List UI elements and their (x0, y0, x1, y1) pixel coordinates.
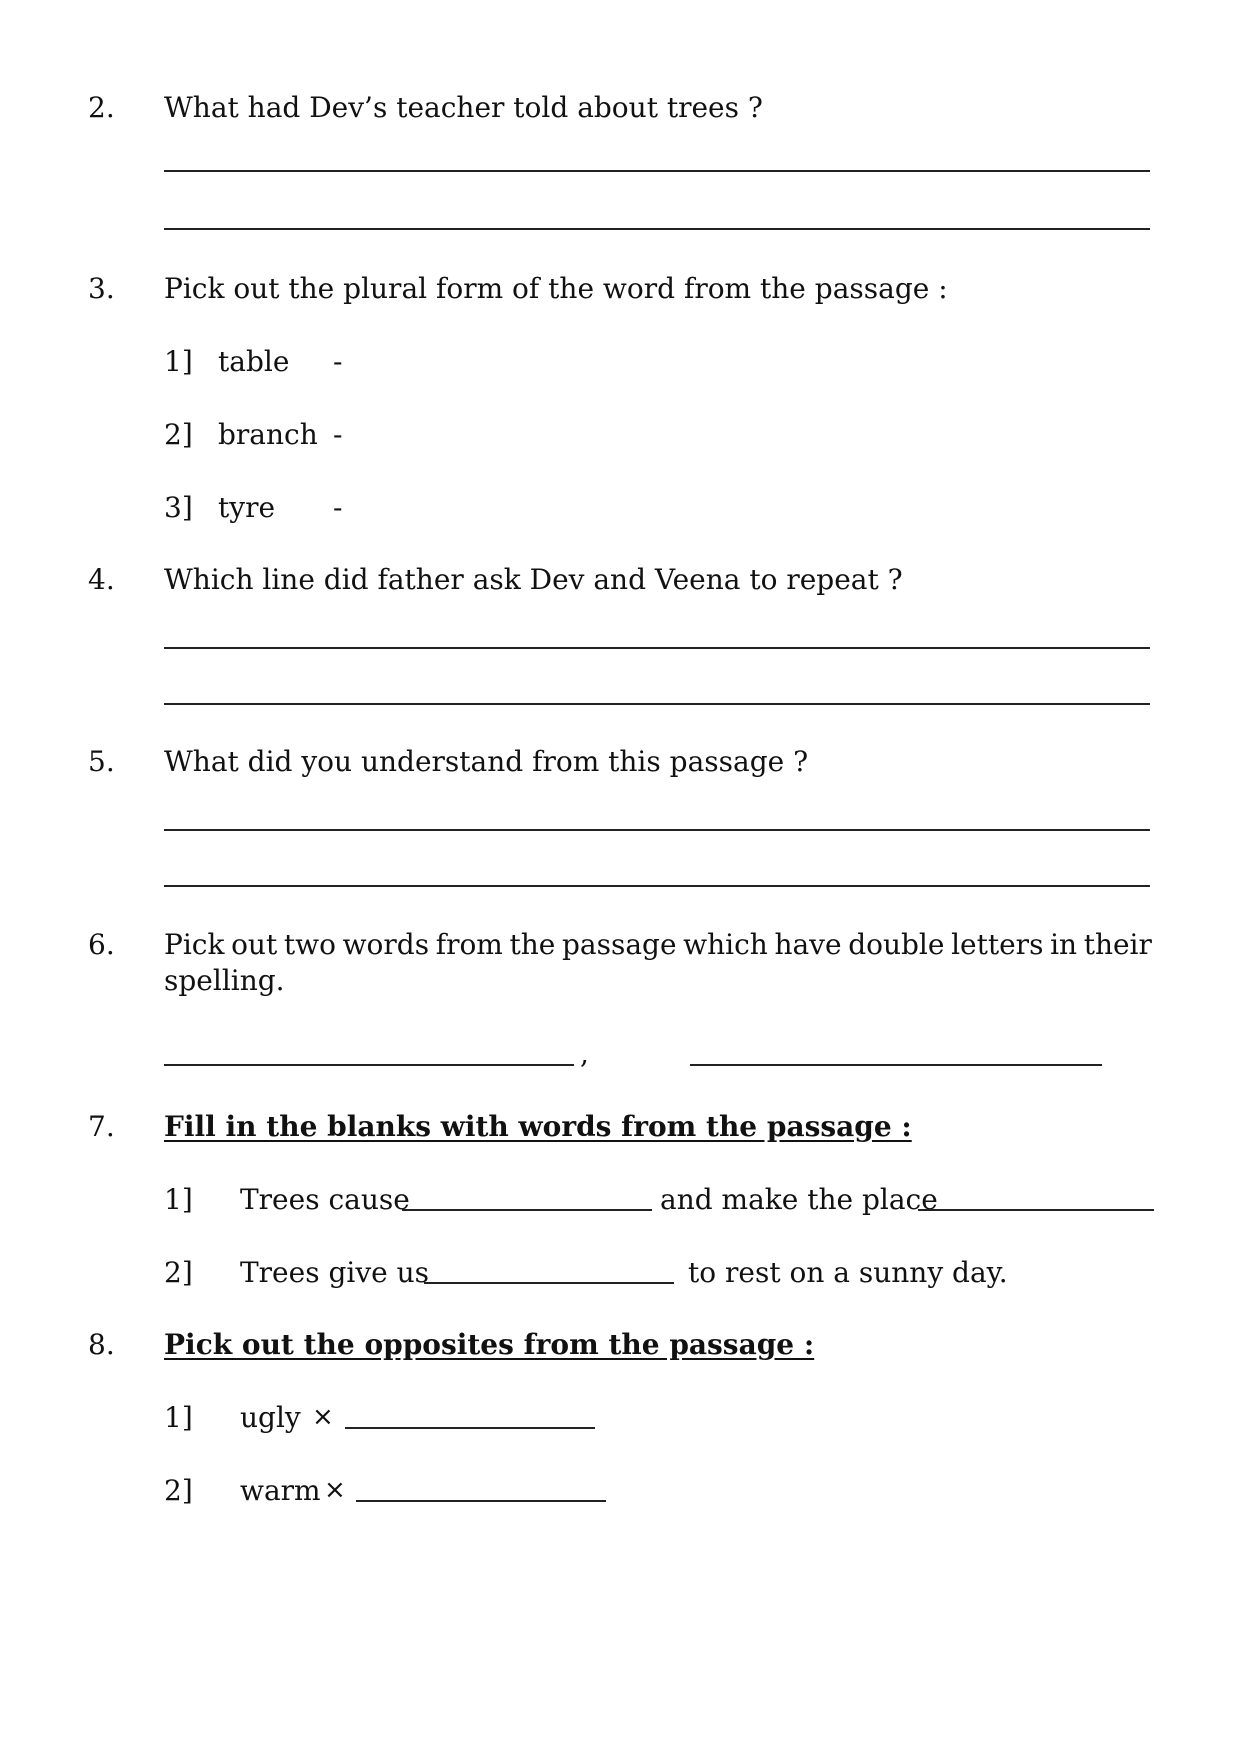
blank-q8-2[interactable] (356, 1500, 606, 1502)
q6-word: their (1083, 928, 1152, 961)
question-8-text: Pick out the opposites from the passage : (164, 1328, 815, 1361)
blank-q7-2a[interactable] (424, 1282, 674, 1284)
q7-item-1-part1: Trees cause (240, 1183, 410, 1216)
q6-word: words (342, 928, 430, 961)
q3-item-3-index: 3] (164, 491, 193, 524)
answer-line-q2-1[interactable] (164, 170, 1150, 172)
question-3-text: Pick out the plural form of the word from the passage : (164, 272, 948, 305)
question-4-number: 4. (88, 563, 115, 596)
q3-item-2-index: 2] (164, 418, 193, 451)
q7-item-2-part1: Trees give us (240, 1256, 430, 1289)
q6-word: letters (951, 928, 1044, 961)
question-2-text: What had Dev’s teacher told about trees ? (164, 91, 763, 124)
question-7-text: Fill in the blanks with words from the passage : (164, 1110, 912, 1143)
q3-item-3-dash: - (333, 491, 343, 524)
answer-line-q5-2[interactable] (164, 885, 1150, 887)
q7-item-2-index: 2] (164, 1256, 193, 1289)
answer-line-q2-2[interactable] (164, 228, 1150, 230)
question-4-text: Which line did father ask Dev and Veena to repeat ? (164, 563, 903, 596)
q3-item-2-word: branch (218, 418, 318, 451)
answer-line-q5-1[interactable] (164, 829, 1150, 831)
q6-word: out (231, 928, 278, 961)
q3-item-1-dash: - (333, 345, 343, 378)
q6-word: which (683, 928, 768, 961)
q6-word: passage (561, 928, 677, 961)
question-7-number: 7. (88, 1110, 115, 1143)
q8-item-2-index: 2] (164, 1474, 193, 1507)
q6-separator: , (580, 1037, 589, 1070)
question-6-number: 6. (88, 928, 115, 961)
q8-item-1-index: 1] (164, 1401, 193, 1434)
question-5-text: What did you understand from this passage ? (164, 745, 809, 778)
q8-item-1-word: ugly (240, 1401, 301, 1434)
question-6-text-line1 (164, 928, 1152, 961)
answer-line-q4-2[interactable] (164, 703, 1150, 705)
q6-word: double (848, 928, 945, 961)
answer-line-q4-1[interactable] (164, 647, 1150, 649)
q6-word: in (1050, 928, 1078, 961)
q3-item-1-index: 1] (164, 345, 193, 378)
question-3-number: 3. (88, 272, 115, 305)
q3-item-1-word: table (218, 345, 290, 378)
question-8-number: 8. (88, 1328, 115, 1361)
blank-q7-1a[interactable] (402, 1209, 652, 1211)
q6-word: from (435, 928, 503, 961)
q3-item-3-word: tyre (218, 491, 276, 524)
answer-line-q6-1[interactable] (164, 1064, 574, 1066)
q6-word: have (774, 928, 842, 961)
q7-item-1-index: 1] (164, 1183, 193, 1216)
blank-q7-1b[interactable] (918, 1209, 1154, 1211)
q8-item-2-symbol: × (324, 1475, 346, 1505)
q7-item-1-part2: and make the place (660, 1183, 938, 1216)
question-6-text-line2: spelling. (164, 964, 285, 997)
blank-q8-1[interactable] (345, 1427, 595, 1429)
q6-word: the (509, 928, 556, 961)
q6-word: Pick (164, 928, 225, 961)
answer-line-q6-2[interactable] (690, 1064, 1102, 1066)
q3-item-2-dash: - (333, 418, 343, 451)
question-2-number: 2. (88, 91, 115, 124)
q8-item-2-word: warm (240, 1474, 321, 1507)
question-5-number: 5. (88, 745, 115, 778)
q6-word: two (283, 928, 336, 961)
q8-item-1-symbol: × (312, 1402, 334, 1432)
q7-item-2-part2: to rest on a sunny day. (688, 1256, 1008, 1289)
